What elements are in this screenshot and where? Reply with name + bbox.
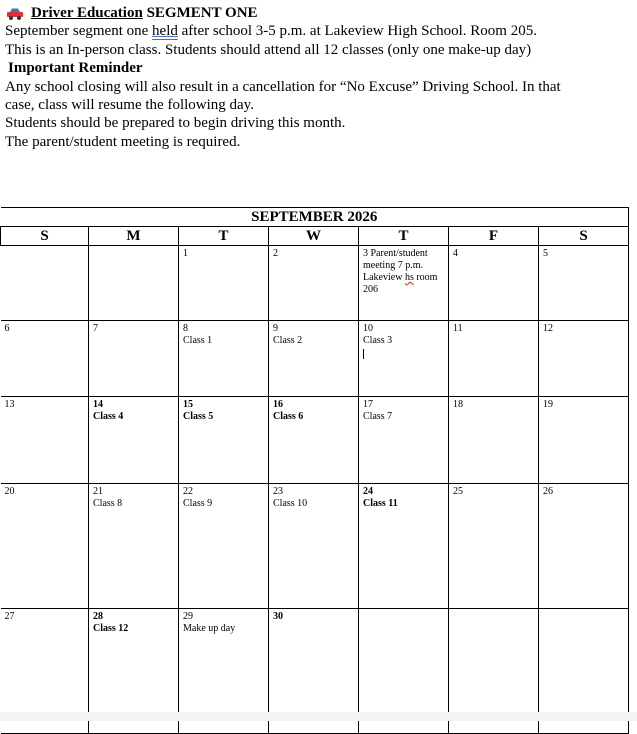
meeting-line: The parent/student meeting is required. xyxy=(5,133,241,150)
info-line-attendance: This is an In-person class. Students should attend all 12 classes (only one make-up day) xyxy=(5,41,532,58)
title-rest: SEGMENT ONE xyxy=(146,5,258,21)
day-cell: 14 Class 4 xyxy=(89,397,179,484)
calendar-week-3 xyxy=(1,397,629,484)
day-header-mon: M xyxy=(89,227,179,246)
day-cell: 5 xyxy=(539,246,629,321)
text-cursor xyxy=(363,349,364,359)
day-cell: 1 xyxy=(179,246,269,321)
day-cell: 10 Class 3 xyxy=(359,321,449,397)
day-header-sat: S xyxy=(539,227,629,246)
day-cell: 2 xyxy=(269,246,359,321)
title-line xyxy=(5,4,633,22)
day-cell: 26 xyxy=(539,484,629,609)
day-header-wed: W xyxy=(269,227,359,246)
day-cell: 4 xyxy=(449,246,539,321)
day-cell: 16 Class 6 xyxy=(269,397,359,484)
title-underlined: Driver Education xyxy=(31,5,143,21)
day-cell: 9 Class 2 xyxy=(269,321,359,397)
info-line-schedule: September segment one held after school 3-5 p.m. at Lakeview High School. Room 205. xyxy=(5,23,537,40)
day-header-fri: F xyxy=(449,227,539,246)
day-cell: 11 xyxy=(449,321,539,397)
calendar-week-4 xyxy=(1,484,629,609)
day-cell: 22 Class 9 xyxy=(179,484,269,609)
day-cell: 23 Class 10 xyxy=(269,484,359,609)
car-icon xyxy=(5,7,25,21)
day-cell: 27 xyxy=(1,609,89,734)
day-cell: 18 xyxy=(449,397,539,484)
day-cell: 28 Class 12 xyxy=(89,609,179,734)
day-cell xyxy=(1,246,89,321)
calendar-week-1 xyxy=(1,246,629,321)
day-header-tue: T xyxy=(179,227,269,246)
calendar-table xyxy=(0,207,629,734)
day-cell: 15 Class 5 xyxy=(179,397,269,484)
calendar-week-2 xyxy=(1,321,629,397)
held-word: held xyxy=(152,23,178,40)
status-bar xyxy=(0,712,637,721)
day-cell: 30 xyxy=(269,609,359,734)
day-header-sun: S xyxy=(1,227,89,246)
day-cell: 25 xyxy=(449,484,539,609)
day-cell: 8 Class 1 xyxy=(179,321,269,397)
calendar-month-title: SEPTEMBER 2026 xyxy=(1,208,629,227)
day-cell: 12 xyxy=(539,321,629,397)
day-cell: 7 xyxy=(89,321,179,397)
day-cell: 24 Class 11 xyxy=(359,484,449,609)
day-cell: 21 Class 8 xyxy=(89,484,179,609)
day-cell: 19 xyxy=(539,397,629,484)
day-cell: 29 Make up day xyxy=(179,609,269,734)
day-cell: 17 Class 7 xyxy=(359,397,449,484)
reminder-line-2: case, class will resume the following day. xyxy=(5,97,254,114)
document-body xyxy=(5,4,633,151)
day-header-thu: T xyxy=(359,227,449,246)
day-cell: 20 xyxy=(1,484,89,609)
reminder-heading: Important Reminder xyxy=(8,60,143,77)
day-cell: 6 xyxy=(1,321,89,397)
day-cell-parent-meeting: 3 Parent/student meeting 7 p.m. Lakeview hs room 206 xyxy=(359,246,449,321)
prepared-line: Students should be prepared to begin driving this month. xyxy=(5,115,346,132)
day-cell xyxy=(89,246,179,321)
reminder-line-1: Any school closing will also result in a cancellation for “No Excuse” Driving School. In that xyxy=(5,78,561,95)
day-cell: 13 xyxy=(1,397,89,484)
